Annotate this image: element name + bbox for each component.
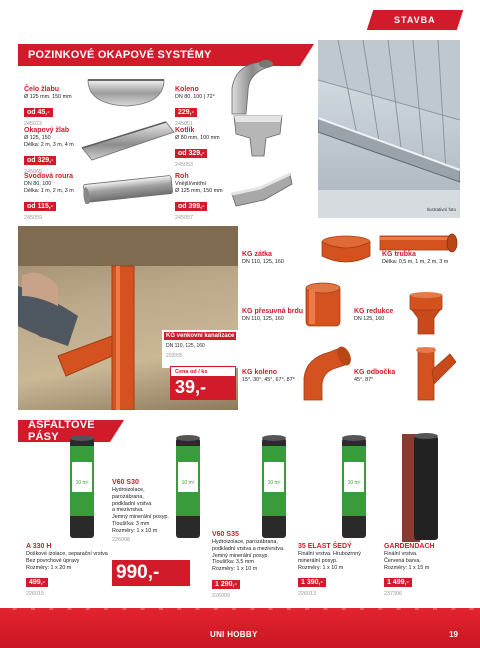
product-code: 203095 bbox=[166, 353, 183, 359]
page-number: 19 bbox=[449, 630, 458, 639]
product-desc: Finální vrstva. bbox=[384, 551, 418, 557]
price-label: Cena od / ks bbox=[175, 369, 208, 375]
product-name: 35 ELAST ŠEDÝ bbox=[298, 543, 352, 550]
product-kg-odbocka bbox=[354, 368, 409, 384]
brand-logo: UNI HOBBY bbox=[210, 630, 258, 639]
gutter-end-cap-image bbox=[80, 74, 170, 112]
product-gardendach bbox=[384, 542, 462, 597]
sewer-price-box bbox=[170, 366, 236, 400]
product-desc: Červená barva. bbox=[384, 557, 421, 564]
sewer-price: 39,- bbox=[171, 376, 235, 399]
v60s30-big-price: 990,- bbox=[112, 560, 190, 586]
price-badge: 1 390,- bbox=[298, 578, 326, 587]
product-desc: minerální posyp. bbox=[298, 557, 338, 564]
roll-35elast-image bbox=[334, 432, 374, 542]
product-desc: Rozměry: 1 x 10 m bbox=[112, 527, 158, 534]
product-kg-koleno bbox=[242, 368, 312, 384]
product-code: 237306 bbox=[384, 591, 402, 598]
gutter-corner-image bbox=[228, 168, 294, 208]
product-kg-trubka bbox=[382, 250, 462, 266]
product-desc: Hydroizolace, parozábrana, bbox=[212, 539, 278, 545]
product-35elast bbox=[298, 542, 378, 597]
product-desc: a mezivrstva. bbox=[112, 507, 144, 514]
product-desc: podkladní vrstva a mezivrstva. bbox=[212, 545, 285, 552]
product-desc: 15°, 30°, 45°, 67°, 87° bbox=[242, 377, 295, 383]
roll-label: 10 m² bbox=[347, 480, 361, 486]
roof-gutter-photo bbox=[318, 40, 460, 218]
kg-cap-image bbox=[318, 234, 374, 266]
gutter-outlet-image bbox=[230, 112, 286, 160]
product-desc: Tloušťka: 3 mm bbox=[112, 520, 150, 527]
product-desc: podkladní vrstva bbox=[112, 500, 152, 507]
product-code: 226009 bbox=[212, 592, 230, 599]
product-name: KG přesuvná brdu bbox=[242, 308, 304, 315]
product-desc: Finální vrstva. Hrubozrnný bbox=[298, 551, 361, 557]
roll-gardendach-image bbox=[400, 430, 444, 544]
downpipe-image bbox=[78, 172, 178, 204]
kg-reducer-image bbox=[406, 290, 446, 336]
roll-a330h-image bbox=[62, 432, 102, 542]
product-desc: Vnější/vnitřní bbox=[175, 181, 207, 187]
gutters-section-title: POZINKOVÉ OKAPOVÉ SYSTÉMY bbox=[18, 44, 300, 66]
footer-band bbox=[0, 608, 480, 648]
product-desc: Ø 125 mm, 150 mm bbox=[175, 187, 223, 194]
product-name: Okapový žlab bbox=[24, 127, 70, 134]
product-desc: DN 80, 100 | 72° bbox=[175, 94, 215, 100]
roof-illustration bbox=[318, 40, 460, 218]
roll-v60s30-image bbox=[168, 432, 208, 542]
product-desc: Délka: 0,5 m, 1 m, 2 m, 3 m bbox=[382, 259, 449, 265]
product-name: KG odbočka bbox=[354, 369, 396, 376]
gutter-trough-image bbox=[78, 118, 178, 162]
product-kg-zatka bbox=[242, 250, 317, 266]
price-badge: 499,- bbox=[26, 578, 48, 587]
product-desc: Rozměry: 1 x 20 m bbox=[26, 564, 72, 571]
product-code: 245059 bbox=[24, 214, 42, 221]
product-desc: Tloušťka: 3,5 mm bbox=[212, 559, 254, 566]
product-name: Koleno bbox=[175, 86, 199, 93]
product-desc: Hydroizolace, bbox=[112, 487, 145, 493]
product-name: KG koleno bbox=[242, 369, 278, 376]
product-name: KG zátka bbox=[242, 251, 272, 258]
product-desc: Ø 125, 150 bbox=[24, 135, 51, 141]
roll-label: 10 m² bbox=[75, 480, 89, 486]
roll-v60s35-image bbox=[254, 432, 294, 542]
price-badge: od 115,- bbox=[24, 202, 56, 211]
roll-label: 10 m² bbox=[181, 480, 195, 486]
product-desc: DN 80, 100 bbox=[24, 181, 52, 187]
product-code: 226008 bbox=[112, 536, 130, 543]
price-badge: od 329,- bbox=[24, 156, 56, 165]
product-name: Roh bbox=[175, 173, 189, 180]
product-desc: Bez povrchové úpravy bbox=[26, 557, 80, 564]
elbow-image bbox=[222, 58, 282, 118]
product-desc: parozábrana, bbox=[112, 493, 144, 500]
product-v60s30 bbox=[112, 478, 174, 543]
product-desc: Rozměry: 1 x 10 m bbox=[212, 566, 258, 573]
price-badge: od 45,- bbox=[24, 108, 53, 117]
price-badge: od 329,- bbox=[175, 149, 207, 158]
product-name: Čelo žlabu bbox=[24, 86, 60, 93]
product-name: GARDENDACH bbox=[384, 543, 435, 550]
price-badge: 1 499,- bbox=[384, 578, 412, 587]
product-name: KG redukce bbox=[354, 308, 394, 315]
product-name: Svodová roura bbox=[24, 173, 74, 180]
product-code: 245023 bbox=[24, 120, 42, 127]
product-code: 226013 bbox=[298, 591, 316, 598]
product-desc: DN 110, 125, 160 bbox=[242, 259, 284, 265]
product-desc: DN 110, 125, 160 bbox=[242, 316, 284, 322]
product-kg-presuvna bbox=[242, 307, 312, 323]
product-desc: Ø 125 mm, 150 mm bbox=[24, 94, 72, 100]
price-badge: od 399,- bbox=[175, 202, 207, 211]
product-name: V60 S35 bbox=[212, 531, 239, 538]
product-code: 245051 bbox=[175, 120, 193, 127]
product-desc: Ø 80 mm, 100 mm bbox=[175, 135, 220, 141]
product-desc: DN 125, 160 bbox=[354, 316, 385, 322]
product-desc: 45°, 87° bbox=[354, 377, 374, 383]
product-kg-redukce bbox=[354, 307, 409, 323]
product-name: V60 S30 bbox=[112, 479, 139, 486]
product-desc: DN 110, 125, 160 bbox=[166, 343, 205, 349]
product-desc: Doškové izolace, separační vrstva bbox=[26, 551, 108, 557]
product-code: 226015 bbox=[26, 591, 44, 598]
asphalt-section-title: ASFALTOVÉ PÁSY bbox=[18, 420, 110, 442]
product-a330h bbox=[26, 542, 116, 597]
price-badge: 1 290,- bbox=[212, 580, 240, 589]
product-name: KG trubka bbox=[382, 251, 416, 258]
section-tag: STAVBA bbox=[367, 10, 463, 30]
product-desc: Délka: 1 m, 2 m, 3 m bbox=[24, 187, 74, 194]
product-code: 245065 bbox=[24, 168, 42, 175]
product-desc: Rozměry: 1 x 10 m bbox=[298, 564, 344, 571]
product-name: A 330 H bbox=[26, 543, 52, 550]
price-badge: 229,- bbox=[175, 108, 197, 117]
product-name: KG venkovní kanalizace bbox=[166, 333, 235, 339]
sewer-main-info bbox=[162, 330, 238, 368]
product-code: 245057 bbox=[175, 214, 193, 221]
product-desc: Rozměry: 1 x 15 m bbox=[384, 564, 430, 571]
product-name: Kotlík bbox=[175, 127, 195, 134]
product-code: 245053 bbox=[175, 161, 193, 168]
roll-label: 10 m² bbox=[267, 480, 281, 486]
product-desc: Jemný minerální posyp. bbox=[112, 514, 169, 521]
product-desc: Jemný minerální posyp. bbox=[212, 552, 269, 559]
photo-caption: Ilustrativní foto bbox=[426, 207, 456, 212]
product-desc: Délka: 2 m, 3 m, 4 m bbox=[24, 141, 74, 148]
product-v60s35 bbox=[212, 530, 302, 599]
